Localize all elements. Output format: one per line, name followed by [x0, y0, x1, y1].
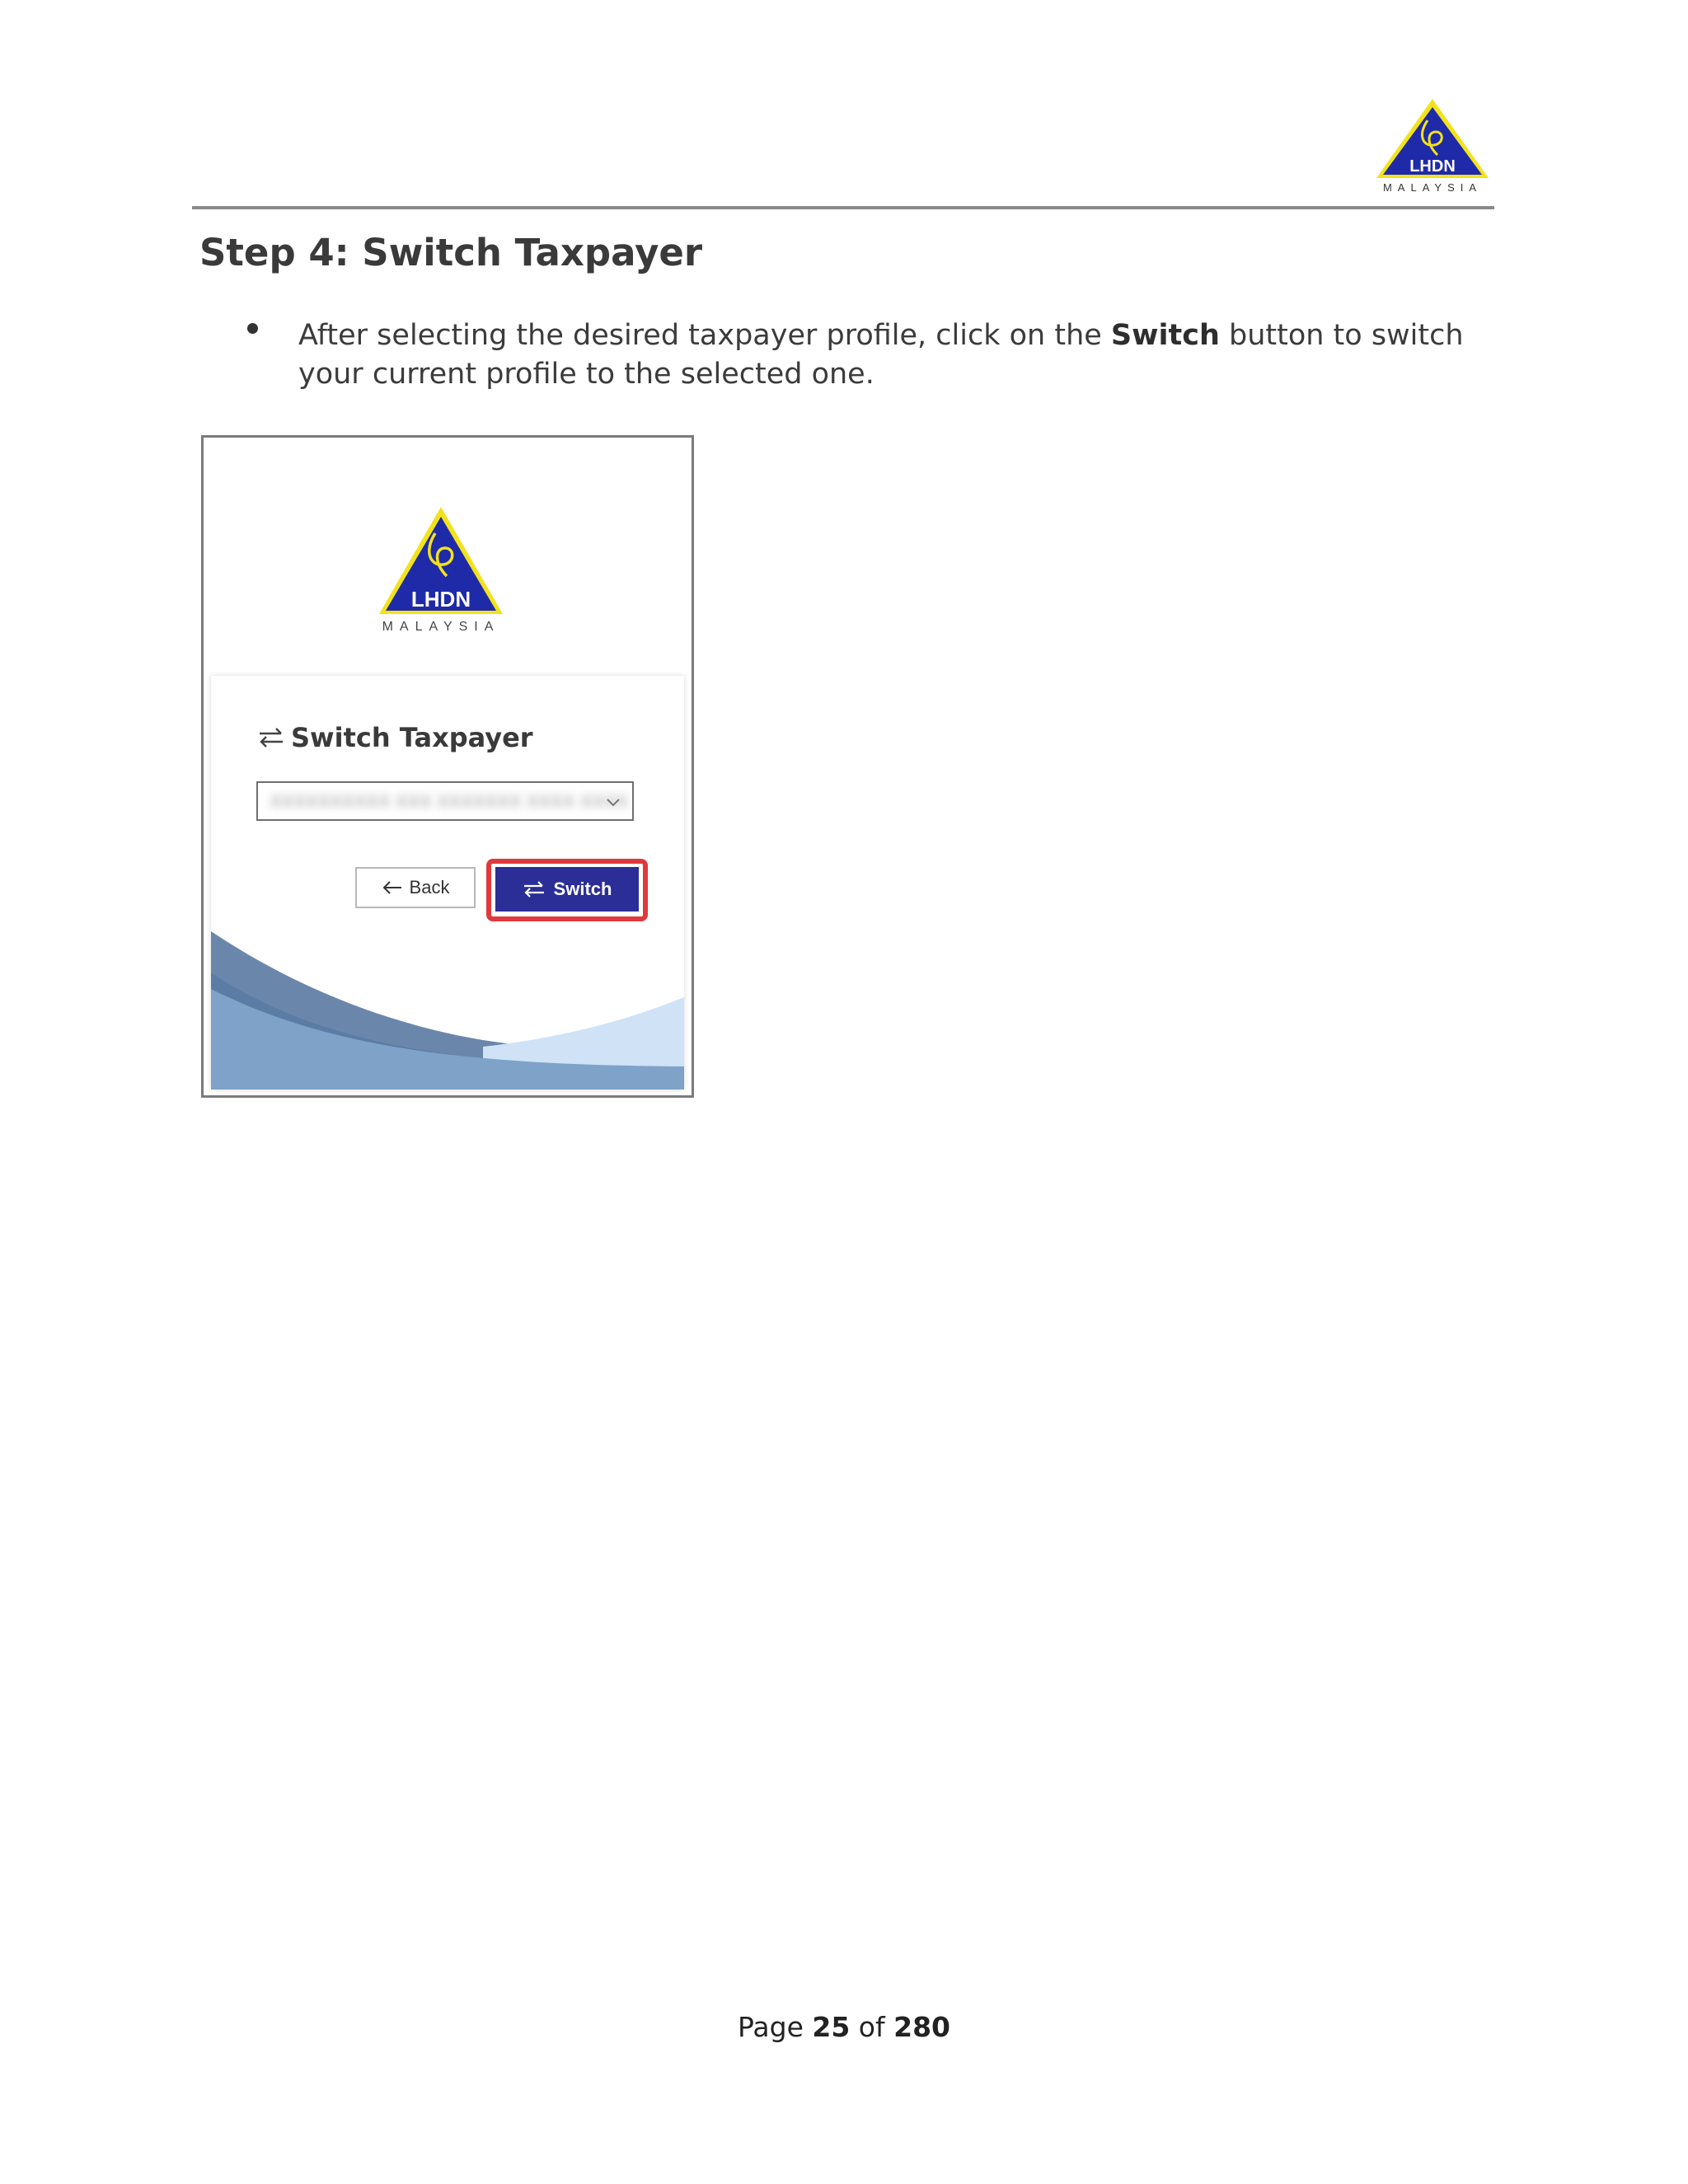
- header-divider: [192, 206, 1494, 209]
- card-title: [256, 722, 533, 753]
- section-title: Step 4: Switch Taxpayer: [199, 231, 703, 274]
- back-button-label: Back: [409, 877, 450, 898]
- switch-arrows-icon: [256, 725, 286, 750]
- chevron-down-icon: [604, 793, 622, 811]
- switch-button-label: Switch: [553, 879, 612, 899]
- switch-arrows-icon: [523, 880, 546, 898]
- page-middle: of: [850, 2011, 894, 2043]
- header-logo-subtext: MALAYSIA: [1382, 181, 1483, 194]
- bullet-icon: [247, 323, 258, 334]
- card-title-label: Switch Taxpayer: [291, 722, 533, 753]
- taxpayer-select[interactable]: [256, 781, 634, 821]
- instruction-text: [298, 316, 1502, 394]
- instruction-text-before: After selecting the desired taxpayer profile, click on the: [298, 319, 1111, 352]
- page-current: 25: [812, 2011, 851, 2043]
- switch-taxpayer-screenshot: [201, 435, 694, 1098]
- taxpayer-select-value: XXXXXXXXXX XXX XXXXXXX XXXX XXXX: [270, 791, 629, 812]
- page-total: 280: [893, 2011, 950, 2043]
- switch-taxpayer-card: [211, 676, 684, 1090]
- switch-button[interactable]: [495, 867, 639, 912]
- page-number: [0, 2011, 1688, 2043]
- arrow-left-icon: [382, 880, 403, 895]
- instruction-bold: Switch: [1110, 319, 1220, 352]
- page-prefix: Page: [737, 2011, 813, 2043]
- back-button[interactable]: [355, 867, 476, 908]
- decorative-waves: [211, 931, 684, 1090]
- lhdn-logo: [373, 504, 509, 635]
- shot-logo-text: LHDN: [410, 587, 471, 612]
- shot-logo-subtext: MALAYSIA: [382, 620, 500, 634]
- instruction-text-after: button to switch your current profile to the selected one.: [298, 319, 1464, 391]
- header-lhdn-logo: [1368, 96, 1497, 194]
- header-logo-text: LHDN: [1409, 157, 1456, 176]
